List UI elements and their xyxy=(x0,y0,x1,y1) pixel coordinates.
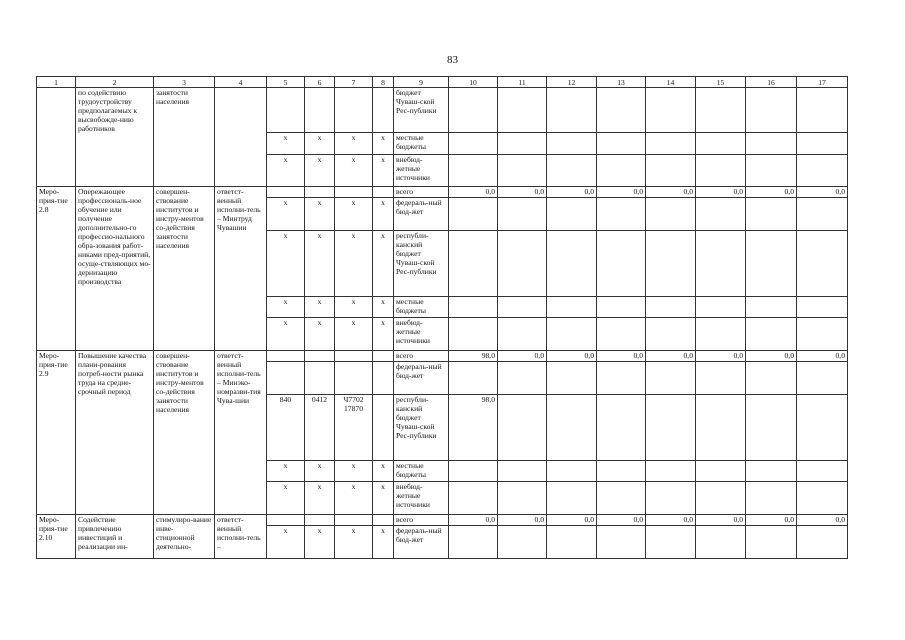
table-row: x x x x местные бюджеты xyxy=(37,133,848,155)
table-row: Меро-прия-тие 2.8 Опережающее профессиональ-ное обучение или получение дополнительно-го профессио-нального обра-зования работ-никами пред-приятий, осуще-ствляющих мо-дернизацию производства совершен-ствование институтов и инстру-ментов со-действия занятости населения ответст-венный исполни-тель – Минтруд Чувашии всего 0,0 0,0 0,0 0,0 0,0 0,0 0,0 0,0 xyxy=(37,187,848,198)
table-row: x x x x внебюд-жетные источники xyxy=(37,318,848,351)
cell-executor xyxy=(215,88,267,187)
col-header: 1 xyxy=(37,77,76,88)
col-header: 5 xyxy=(267,77,305,88)
cell-section-code: 0412 xyxy=(305,395,335,461)
cell-goal: совершен-ствование институтов и инстру-ментов со-действия занятости населения xyxy=(154,351,215,515)
cell-activity-number: Меро-прия-тие 2.10 xyxy=(37,515,76,559)
col-header: 12 xyxy=(547,77,597,88)
table-row: x x x x внебюд-жетные источники xyxy=(37,155,848,187)
col-header: 17 xyxy=(797,77,848,88)
cell-funding-source: федераль-ный бюд-жет xyxy=(394,526,449,559)
cell-funding-source: местные бюджеты xyxy=(394,133,449,155)
table-row: x x x x федераль-ный бюд-жет xyxy=(37,198,848,231)
table-row: x x x x местные бюджеты xyxy=(37,297,848,318)
col-header: 9 xyxy=(394,77,449,88)
cell-funding-source: местные бюджеты xyxy=(394,461,449,482)
column-number-row xyxy=(37,77,848,88)
cell-ministry-code: 840 xyxy=(267,395,305,461)
col-header: 4 xyxy=(215,77,267,88)
col-header: 3 xyxy=(154,77,215,88)
page-number: 83 xyxy=(447,54,458,66)
col-header: 8 xyxy=(373,77,394,88)
cell-activity-name: по содействию трудоустройству предполагаемых к высвобожде-нию работников xyxy=(76,88,154,187)
table-row xyxy=(37,88,848,133)
cell-funding-source: федераль-ный бюд-жет xyxy=(394,198,449,231)
table-row: x x x x федераль-ный бюд-жет xyxy=(37,526,848,559)
col-header: 2 xyxy=(76,77,154,88)
cell-funding-source: республи-канский бюджет Чуваш-ской Рес-публики xyxy=(394,231,449,297)
cell-activity-number: Меро-прия-тие 2.9 xyxy=(37,351,76,515)
cell-goal: стимулиро-вание инве-стиционной деятельно- xyxy=(154,515,215,559)
col-header: 11 xyxy=(498,77,547,88)
cell-funding-source: местные бюджеты xyxy=(394,297,449,318)
cell-funding-source: бюджет Чуваш-ской Рес-публики xyxy=(394,88,449,133)
cell-goal: занятости населения xyxy=(154,88,215,187)
table-row: Меро-прия-тие 2.10 Содействие привлечению инвестиций и реализации ин- стимулиро-вание инве-стиционной деятельно- ответст-венный исполни-тель – всего 0,0 0,0 0,0 0,0 0,0 0,0 0,0 0,0 xyxy=(37,515,848,526)
col-header: 16 xyxy=(746,77,797,88)
cell-funding-source: всего xyxy=(394,515,449,526)
col-header: 10 xyxy=(449,77,498,88)
cell-funding-source: внебюд-жетные источники xyxy=(394,318,449,351)
cell-funding-source: внебюд-жетные источники xyxy=(394,155,449,187)
table-row: Меро-прия-тие 2.9 Повышение качества плани-рования потреб-ности рынка труда на средне-срочный период совершен-ствование институтов и инстру-ментов со-действия занятости населения ответст-венный исполни-тель – Минэко-номразви-тия Чува-шии всего 98,0 0,0 0,0 0,0 0,0 0,0 0,0 0,0 xyxy=(37,351,848,362)
cell-executor: ответст-венный исполни-тель – xyxy=(215,515,267,559)
cell-activity-number xyxy=(37,88,76,187)
cell-activity-name: Содействие привлечению инвестиций и реализации ин- xyxy=(76,515,154,559)
cell-funding-source: республи-канский бюджет Чуваш-ской Рес-публики xyxy=(394,395,449,461)
cell-funding-source: всего xyxy=(394,187,449,198)
cell-executor: ответст-венный исполни-тель – Минэко-номразви-тия Чува-шии xyxy=(215,351,267,515)
cell-funding-source: внебюд-жетные источники xyxy=(394,482,449,515)
col-header: 14 xyxy=(646,77,696,88)
col-header: 7 xyxy=(335,77,373,88)
cell-funding-source: федераль-ный бюд-жет xyxy=(394,362,449,395)
table-row: x x x x внебюд-жетные источники xyxy=(37,482,848,515)
table-row: x x x x местные бюджеты xyxy=(37,461,848,482)
table-row: 840 0412 Ч7702 17870 республи-канский бюджет Чуваш-ской Рес-публики 98,0 xyxy=(37,395,848,461)
cell-executor: ответст-венный исполни-тель – Минтруд Чувашии xyxy=(215,187,267,351)
cell-activity-name: Повышение качества плани-рования потреб-ности рынка труда на средне-срочный период xyxy=(76,351,154,515)
table-row: x x x x республи-канский бюджет Чуваш-ской Рес-публики xyxy=(37,231,848,297)
cell-activity-number: Меро-прия-тие 2.8 xyxy=(37,187,76,351)
col-header: 13 xyxy=(597,77,646,88)
col-header: 15 xyxy=(696,77,746,88)
col-header: 6 xyxy=(305,77,335,88)
cell-target-code: Ч7702 17870 xyxy=(335,395,373,461)
cell-goal: совершен-ствование институтов и инстру-ментов со-действия занятости населения xyxy=(154,187,215,351)
cell-activity-name: Опережающее профессиональ-ное обучение или получение дополнительно-го профессио-нального обра-зования работ-никами пред-приятий, осуще-ствляющих мо-дернизацию производства xyxy=(76,187,154,351)
budget-table xyxy=(36,76,848,559)
cell-funding-source: всего xyxy=(394,351,449,362)
